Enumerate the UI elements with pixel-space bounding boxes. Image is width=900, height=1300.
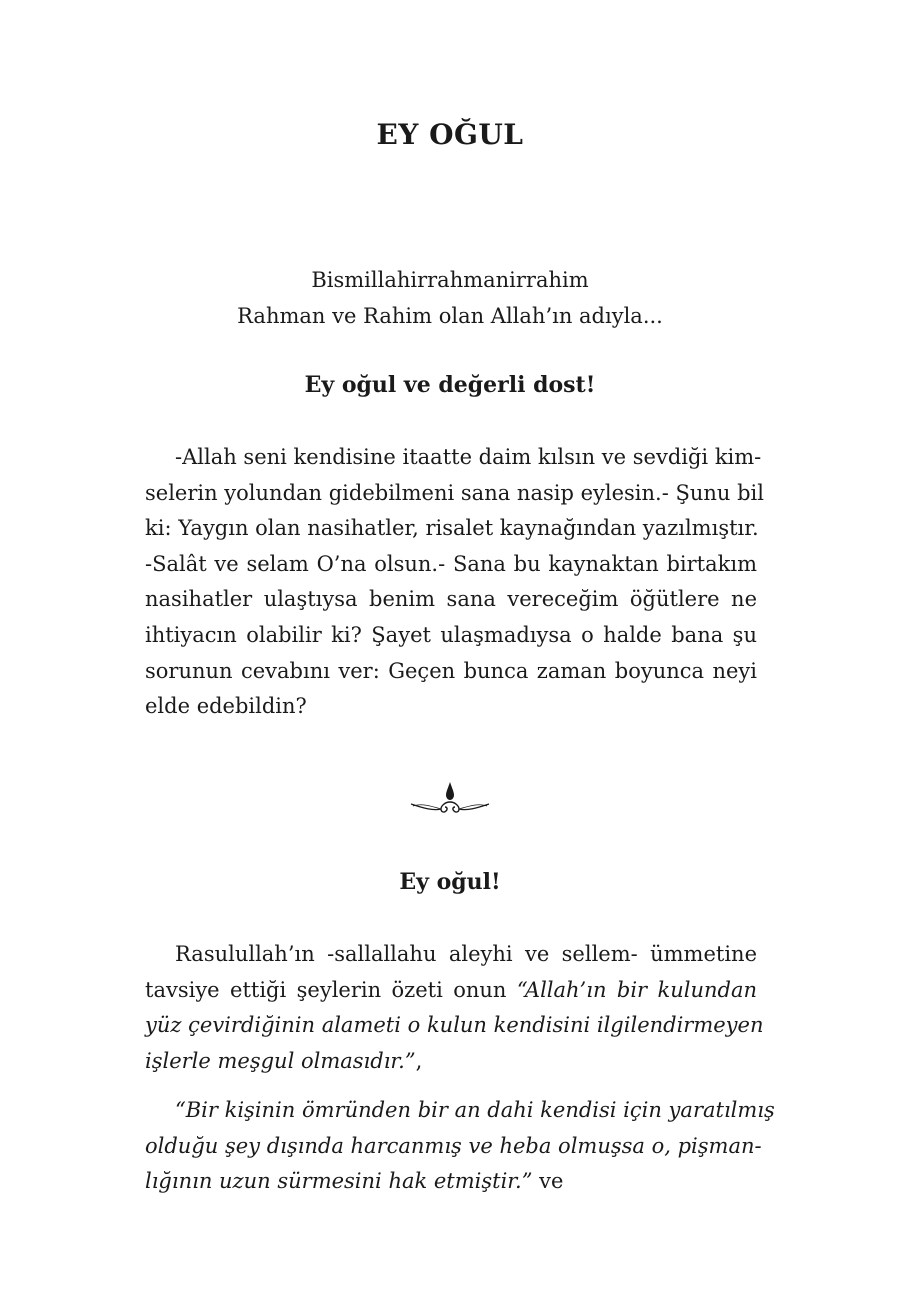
text-line: selerin yolundan gidebilmeni sana nasip eylesin.- Şunu bil — [145, 480, 764, 505]
quote-text: işlerle meşgul olmasıdır.” — [145, 1048, 416, 1073]
text-line: elde edebildin? — [145, 694, 307, 719]
text-line — [145, 1164, 757, 1200]
quote-text: lığının uzun sürmesini hak etmiştir.” — [145, 1169, 533, 1194]
basmala-line: Bismillahirrahmanirrahim — [311, 268, 589, 292]
text-line: sorunun cevabını ver: Geçen bunca zaman boyunca neyi — [145, 658, 757, 683]
floral-divider-icon — [405, 780, 495, 820]
section-heading: Ey oğul ve değerli dost! — [304, 372, 596, 398]
plain-text: , — [415, 1048, 423, 1073]
text-line: ihtiyacın olabilir ki? Şayet ulaşmadıysa o halde bana şu — [145, 622, 757, 647]
chapter-title: EY OĞUL — [376, 118, 524, 151]
plain-text: ve — [532, 1169, 564, 1194]
text-line: ki: Yaygın olan nasihatler, risalet kaynağından yazılmıştır. — [145, 516, 759, 541]
basmala-translation: Rahman ve Rahim olan Allah’ın adıyla... — [237, 304, 663, 328]
section-heading: Ey oğul! — [399, 869, 501, 895]
text-line — [145, 973, 757, 1009]
text-line: Rasulullah’ın -sallallahu aleyhi ve sellem- ümmetine — [175, 942, 757, 966]
text-line: -Allah seni kendisine itaatte daim kılsın ve sevdiği kim- — [175, 445, 762, 469]
body-paragraph — [145, 1093, 775, 1200]
text-line: -Salât ve selam O’na olsun.- Sana bu kaynaktan birtakım — [145, 551, 757, 576]
quote-text: “Allah’ın bir kulundan — [516, 977, 757, 1002]
body-paragraph — [145, 937, 764, 1079]
quote-line: “Bir kişinin ömründen bir an dahi kendisi için yaratılmış — [175, 1098, 775, 1122]
text-line: nasihatler ulaştıysa benim sana vereceğim öğütlere ne — [145, 587, 757, 612]
body-paragraph — [145, 440, 764, 725]
quote-line: olduğu şey dışında harcanmış ve heba olmuşsa o, pişman- — [145, 1133, 762, 1158]
plain-text: tavsiye ettiği şeylerin özeti onun — [145, 977, 517, 1002]
text-line — [145, 1044, 757, 1080]
basmala-block — [0, 262, 900, 334]
quote-line: yüz çevirdiğinin alameti o kulun kendisini ilgilendirmeyen — [145, 1013, 764, 1038]
